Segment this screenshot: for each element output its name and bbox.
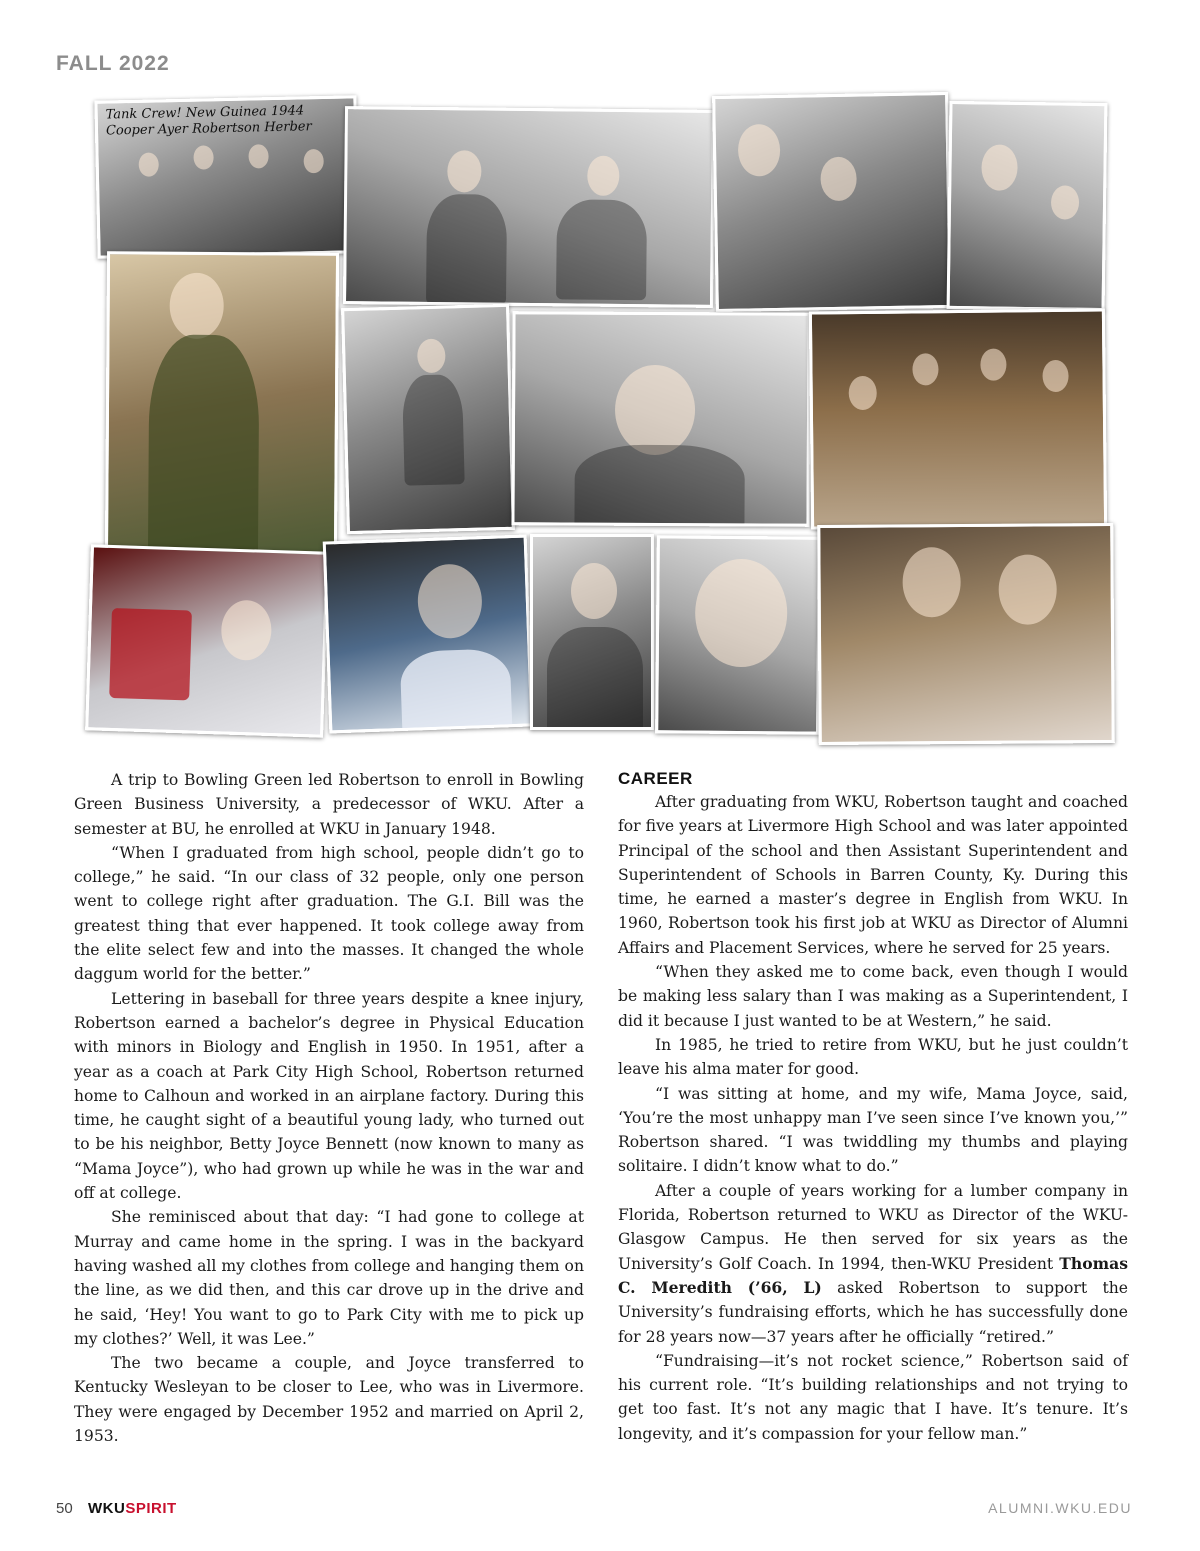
photo-father-with-child	[947, 101, 1108, 311]
article-column-right	[618, 768, 1128, 1446]
caption-line-1: Tank Crew! New Guinea 1944	[105, 103, 305, 123]
paragraph: “When I graduated from high school, people didn’t go to college,” he said. “In our class of 32 people, only one person went to college right after graduation. The G.I. Bill was the greatest thing that ever happened. It took college away from the elite select few and into the masses. It changed the whole daggum world for the better.”	[74, 843, 584, 984]
paragraph: After graduating from WKU, Robertson taught and coached for five years at Livermore High School and was later appointed Principal of the school and then Assistant Superintendent and Superintendent of Schools in Barren County, Ky. During this time, he earned a master’s degree in English from WKU. In 1960, Robertson took his first job at WKU as Director of Alumni Affairs and Placement Services, where he served for 25 years.	[618, 793, 1128, 957]
photo-veteran-uniform	[105, 251, 339, 559]
paragraph: She reminisced about that day: “I had gone to college at Murray and came home in the spring. I was in the backyard having washed all my clothes from college and hanging them on the line, as we did then, and this car drove up in the drive and he said, ‘Hey! You want to go to Park City with me to pick up my clothes?’ Well, it was Lee.”	[74, 1208, 584, 1348]
wku-spirit-logo	[88, 1500, 177, 1517]
brand-spirit: SPIRIT	[125, 1500, 177, 1517]
page-number: 50	[56, 1500, 73, 1517]
paragraph	[618, 1179, 1128, 1349]
photo-family-living-room	[809, 308, 1107, 529]
paragraph-text: After a couple of years working for a lumber company in Florida, Robertson returned to WKU as Director of the WKU-Glasgow Campus. He then served for six years as the University’s Golf Coach. In 1994, then-WKU President	[618, 1181, 1128, 1273]
photo-birthday-cake	[85, 544, 329, 737]
photo-handwritten-caption	[106, 103, 312, 139]
paragraph: “Fundraising—it’s not rocket science,” Robertson said of his current role. “It’s building relationships and not trying to get too fast. It’s not any magic that I have. It’s tenure. It’s longevity, and it’s compassion for your fellow man.”	[618, 1351, 1128, 1443]
caption-line-2: Cooper Ayer Robertson Herber	[105, 119, 312, 139]
paragraph: In 1985, he tried to retire from WKU, but he just couldn’t leave his alma mater for good.	[618, 1035, 1128, 1079]
photo-couple-with-baby	[712, 92, 952, 312]
photo-elderly-portrait	[655, 535, 821, 734]
photo-soldier-portrait	[530, 534, 654, 730]
photo-young-man-sweater	[341, 304, 515, 534]
issue-label: FALL 2022	[56, 52, 170, 75]
paragraph: Lettering in baseball for three years despite a knee injury, Robertson earned a bachelor’s degree in Physical Education with minors in Biology and English in 1950. In 1951, after a year as a coach at Park City High School, Robertson returned home to Calhoun and worked in an airplane factory. During this time, he caught sight of a beautiful young lady, who turned out to be his neighbor, Betty Joyce Bennett (now known to many as “Mama Joyce”), who had grown up while he was in the war and off at college.	[74, 989, 584, 1203]
paragraph: “When they asked me to come back, even though I would be making less salary than I was making as a Superintendent, I did it because I just wanted to be at Western,” he said.	[618, 963, 1128, 1030]
paragraph: The two became a couple, and Joyce transferred to Kentucky Wesleyan to be closer to Lee, who was in Livermore. They were engaged by December 1952 and married on April 2, 1953.	[74, 1354, 584, 1446]
president-name: Thomas C. Meredith (’66, L)	[618, 1253, 1128, 1297]
paragraph-text: asked Robertson to support the University’s fundraising efforts, which he has successfully done for 28 years now—37 years after he officially “retired.”	[618, 1278, 1128, 1346]
photo-man-golf-hat	[511, 311, 810, 527]
paragraph: A trip to Bowling Green led Robertson to enroll in Bowling Green Business University, a predecessor of WKU. After a semester at BU, he enrolled at WKU in January 1948.	[74, 771, 584, 838]
article-column-left	[74, 768, 584, 1448]
photo-banquet-table	[343, 106, 715, 308]
photo-tank-crew	[94, 95, 359, 258]
photo-couple-elderly	[817, 523, 1115, 745]
photo-convertible	[323, 534, 534, 733]
website-url[interactable]: ALUMNI.WKU.EDU	[988, 1500, 1132, 1516]
paragraph: “I was sitting at home, and my wife, Mama Joyce, said, ‘You’re the most unhappy man I’ve seen since I’ve known you,’” Robertson shared. “I was twiddling my thumbs and playing solitaire. I didn’t know what to do.”	[618, 1084, 1128, 1176]
brand-wku: WKU	[88, 1500, 126, 1517]
career-heading: CAREER	[618, 769, 693, 788]
